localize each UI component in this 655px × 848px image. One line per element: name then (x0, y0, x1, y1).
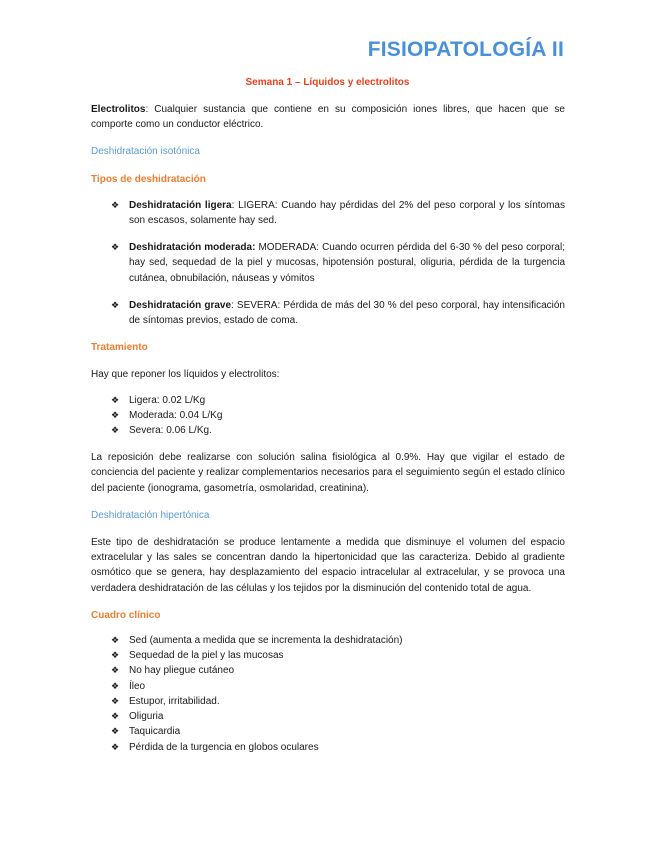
list-item (91, 423, 565, 438)
section-heading-clinical: Cuadro clínico (91, 609, 161, 621)
diamond-bullet-icon: ❖ (111, 242, 120, 253)
document-body (91, 102, 565, 755)
list-item (91, 393, 565, 408)
diamond-bullet-icon: ❖ (111, 394, 120, 405)
hypertonic-paragraph: Este tipo de deshidratación se produce lentamente a medida que disminuye el volumen del espacio extracelular y las sales se concentran dando la hipertonicidad que las caracteriza. Debido al gradiente osmótico que se genera, hay desplazamiento del espacio intracelular al extracelular, y se provoca una verdadera deshidratación de las células y los tejidos por la disminución del contenido total de agua. (91, 537, 565, 594)
section-heading-isotonic: Deshidratación isotónica (91, 146, 200, 158)
list-item-text: Estupor, irritabilidad. (129, 695, 220, 707)
intro-term: Electrolitos (91, 104, 146, 115)
clinical-list (91, 633, 565, 755)
intro-paragraph (91, 102, 565, 132)
list-item (91, 724, 565, 739)
diamond-bullet-icon: ❖ (111, 199, 120, 210)
list-item (91, 633, 565, 648)
treatment-paragraph: La reposición debe realizarse con solución salina fisiológica al 0.9%. Hay que vigilar el estado de conciencia del paciente y realizar complementarios necesarios para el seguimiento según el estado clínico del paciente (ionograma, gasometría, osmolaridad, creatinina). (91, 452, 565, 494)
list-item-term: Deshidratación moderada: (129, 242, 256, 254)
list-item-text: Sequedad de la piel y las mucosas (129, 650, 284, 662)
list-item (91, 198, 565, 228)
diamond-bullet-icon: ❖ (111, 711, 120, 722)
list-item-term: Deshidratación ligera (129, 199, 232, 211)
diamond-bullet-icon: ❖ (111, 695, 120, 706)
diamond-bullet-icon: ❖ (111, 741, 120, 752)
section-heading-treatment: Tratamiento (91, 342, 148, 354)
list-item (91, 679, 565, 694)
list-item (91, 740, 565, 755)
document-subtitle: Semana 1 – Líquidos y electrolitos (245, 77, 410, 88)
treatment-list (91, 393, 565, 439)
treatment-intro: Hay que reponer los líquidos y electrolitos: (91, 369, 280, 381)
section-heading-types: Tipos de deshidratación (91, 173, 206, 185)
types-list (91, 198, 565, 328)
list-item-text: Oliguria (129, 711, 164, 723)
list-item (91, 648, 565, 663)
list-item-text: Taquicardia (129, 726, 181, 738)
diamond-bullet-icon: ❖ (111, 665, 120, 676)
diamond-bullet-icon: ❖ (111, 650, 120, 661)
list-item-text: Severa: 0.06 L/Kg. (129, 425, 212, 437)
list-item (91, 663, 565, 678)
list-item-text: : LIGERA: Cuando hay pérdidas del 2% del peso corporal y los síntomas son escasos, solamente hay sed. (129, 199, 565, 227)
list-item-text: Pérdida de la turgencia en globos oculares (129, 741, 319, 753)
list-item-text: Moderada: 0.04 L/Kg (129, 409, 223, 421)
list-item (91, 408, 565, 423)
diamond-bullet-icon: ❖ (111, 299, 120, 310)
list-item-text: : SEVERA: Pérdida de más del 30 % del peso corporal, hay intensificación de síntomas previos, estado de coma. (129, 299, 565, 327)
list-item-text: MODERADA: Cuando ocurren pérdida del 6-30 % del peso corporal; hay sed, sequedad de la piel y mucosas, hipotensión postural, oliguria, pérdida de la turgencia cutánea, obnubilación, náuseas y vómitos (129, 242, 565, 284)
list-item-text: No hay pliegue cutáneo (129, 665, 235, 677)
list-item (91, 694, 565, 709)
list-item-text: Sed (aumenta a medida que se incrementa la deshidratación) (129, 635, 403, 647)
diamond-bullet-icon: ❖ (111, 726, 120, 737)
list-item (91, 298, 565, 328)
document-title: FISIOPATOLOGÍA II (367, 38, 564, 61)
diamond-bullet-icon: ❖ (111, 680, 120, 691)
section-heading-hypertonic: Deshidratación hipertónica (91, 509, 210, 521)
list-item-term: Deshidratación grave (129, 299, 232, 311)
list-item-text: Íleo (129, 680, 146, 692)
diamond-bullet-icon: ❖ (111, 635, 120, 646)
list-item (91, 709, 565, 724)
list-item (91, 240, 565, 286)
diamond-bullet-icon: ❖ (111, 409, 120, 420)
intro-text: : Cualquier sustancia que contiene en su composición iones libres, que hacen que se comporte como un conductor eléctrico. (91, 104, 565, 131)
list-item-text: Ligera: 0.02 L/Kg (129, 394, 206, 406)
diamond-bullet-icon: ❖ (111, 425, 120, 436)
